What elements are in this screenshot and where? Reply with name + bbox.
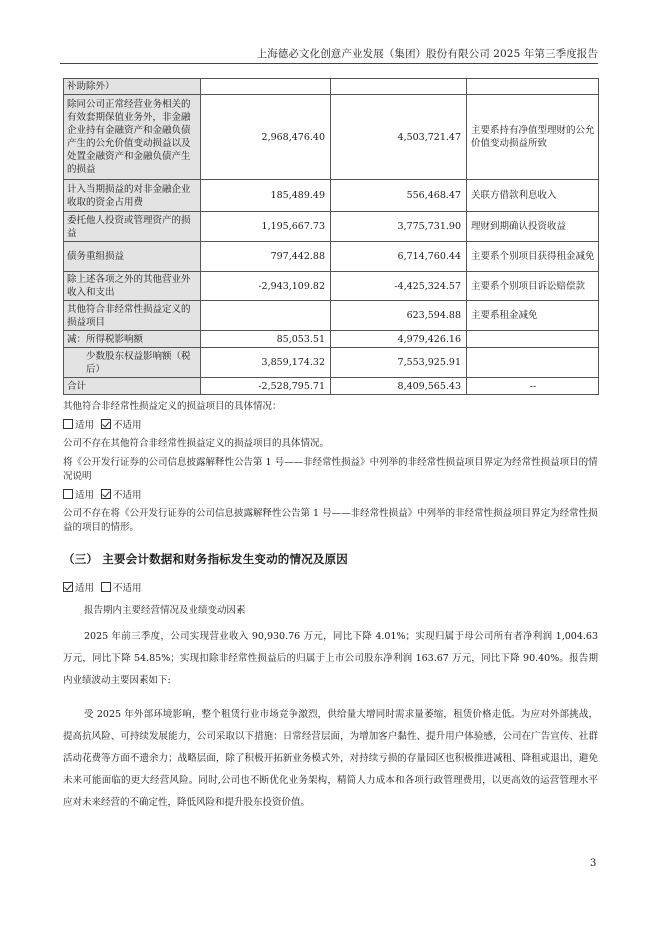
option-not-apply: 不适用 — [113, 583, 142, 594]
unchecked-box-icon[interactable] — [101, 582, 111, 592]
non-recurring-gains-table — [63, 78, 599, 395]
row-note: 主要系持有净值型理财的公允价值变动损益所致 — [467, 95, 599, 180]
row-note: 主要系租金减免 — [467, 301, 599, 331]
applicability-checkboxes — [63, 419, 598, 433]
row-note — [467, 348, 599, 378]
current-period-value: 185,489.49 — [201, 180, 331, 212]
option-not-apply: 不适用 — [113, 420, 142, 431]
current-period-value: -2,528,795.71 — [201, 378, 331, 395]
option-apply: 适用 — [75, 583, 95, 594]
row-label: 除同公司正常经营业务相关的有效套期保值业务外，非金融企业持有金融资产和金融负债产生的公允价值变动损益以及处置金融资产和金融负债产生的损益 — [64, 95, 201, 180]
row-label: 补助除外） — [64, 79, 201, 95]
option-apply: 适用 — [75, 490, 95, 501]
applicability-checkboxes — [63, 582, 598, 596]
row-label: 其他符合非经常性损益定义的损益项目 — [64, 301, 201, 331]
row-note: 主要系个别项目获得租金减免 — [467, 242, 599, 272]
section-title: （三） 主要会计数据和财务指标发生变动的情况及原因 — [63, 552, 349, 566]
row-label: 债务重组损益 — [64, 242, 201, 272]
ytd-value: 6,714,760.44 — [331, 242, 467, 272]
ytd-value: 7,553,925.91 — [331, 348, 467, 378]
table-row — [64, 95, 599, 180]
ytd-value: -4,425,324.57 — [331, 272, 467, 301]
current-period-value — [201, 79, 331, 95]
row-note: 关联方借款利息收入 — [467, 180, 599, 212]
option-not-apply: 不适用 — [113, 490, 142, 501]
row-label: 减：所得税影响额 — [64, 331, 201, 348]
row-label: 计入当期损益的对非金融企业收取的资金占用费 — [64, 180, 201, 212]
ytd-value: 3,775,731.90 — [331, 212, 467, 242]
table-row — [64, 301, 599, 331]
table-row — [64, 348, 599, 378]
current-period-value: 2,968,476.40 — [201, 95, 331, 180]
ytd-value: 4,979,426.16 — [331, 331, 467, 348]
row-note: -- — [467, 378, 599, 395]
current-period-value: -2,943,109.82 — [201, 272, 331, 301]
header-divider — [60, 63, 598, 64]
ytd-value: 556,468.47 — [331, 180, 467, 212]
table-row — [64, 378, 599, 395]
checked-box-icon[interactable] — [101, 489, 111, 499]
current-period-value: 797,442.88 — [201, 242, 331, 272]
page-number: 3 — [590, 858, 597, 869]
section-subtitle: 报告期内主要经营情况及业绩变动因素 — [84, 605, 246, 616]
row-note — [467, 331, 599, 348]
other-items-intro: 其他符合非经常性损益定义的损益项目的具体情况： — [63, 401, 282, 412]
row-note: 主要系个别项目诉讼赔偿款 — [467, 272, 599, 301]
table-row — [64, 212, 599, 242]
page-header: 上海德必文化创意产业发展（集团）股份有限公司 2025 年第三季度报告 — [256, 48, 598, 60]
current-period-value: 3,859,174.32 — [201, 348, 331, 378]
unchecked-box-icon[interactable] — [63, 489, 73, 499]
row-note: 理财到期确认投资收益 — [467, 212, 599, 242]
reclassification-statement: 公司不存在将《公开发行证券的公司信息披露解释性公告第 1 号——非经常性损益》中列举的非经常性损益项目界定为经常性损益的项目的情形。 — [63, 508, 598, 533]
current-period-value: 1,195,667.73 — [201, 212, 331, 242]
row-label: 少数股东权益影响额（税后） — [64, 348, 201, 378]
ytd-value: 8,409,565.43 — [331, 378, 467, 395]
factors-paragraph: 受 2025 年外部环境影响，整个租赁行业市场竞争激烈，供给量大增同时需求量萎缩，租赁价格走低。为应对外部挑战，提高抗风险、可持续发展能力，公司采取以下措施：日常经营层面，为增加客户黏性、提升用户体验感，公司在广告宣传、社群活动花费等方面不遗余力；战略层面，除了积极开拓新业务模式外，对持续亏损的存量园区也积极推进减租、降租或退出，避免未来可能面临的更大经营风险。同时,公司也不断优化业务架构，精简人力成本和各项行政管理费用，以更高效的运营管理水平应对未来经营的不确定性，降低风险和提升股东投资价值。 — [63, 709, 598, 808]
unchecked-box-icon[interactable] — [63, 419, 73, 429]
applicability-checkboxes — [63, 489, 598, 503]
option-apply: 适用 — [75, 420, 95, 431]
table-row — [64, 272, 599, 301]
reclassification-intro: 将《公开发行证券的公司信息披露解释性公告第 1 号——非经常性损益》中列举的非经常性损益项目界定为经常性损益项目的情况说明 — [63, 457, 598, 482]
table-row — [64, 79, 599, 95]
row-label: 除上述各项之外的其他营业外收入和支出 — [64, 272, 201, 301]
checked-box-icon[interactable] — [101, 419, 111, 429]
checked-box-icon[interactable] — [63, 582, 73, 592]
ytd-value — [331, 79, 467, 95]
other-items-statement: 公司不存在其他符合非经常性损益定义的损益项目的具体情况。 — [63, 438, 330, 449]
row-note — [467, 79, 599, 95]
table-row — [64, 180, 599, 212]
ytd-value: 4,503,721.47 — [331, 95, 467, 180]
row-label: 合计 — [64, 378, 201, 395]
ytd-value: 623,594.88 — [331, 301, 467, 331]
table-row — [64, 242, 599, 272]
current-period-value — [201, 301, 331, 331]
performance-paragraph: 2025 年前三季度，公司实现营业收入 90,930.76 万元，同比下降 4.01%；实现归属于母公司所有者净利润 1,004.63 万元，同比下降 54.85%；实现扣除非经常性损益后的归属于上市公司股东净利润 163.67 万元，同比下降 90.40%。报告期内业绩波动主要因素如下: — [63, 631, 598, 686]
current-period-value: 85,053.51 — [201, 331, 331, 348]
table-row — [64, 331, 599, 348]
row-label: 委托他人投资或管理资产的损益 — [64, 212, 201, 242]
